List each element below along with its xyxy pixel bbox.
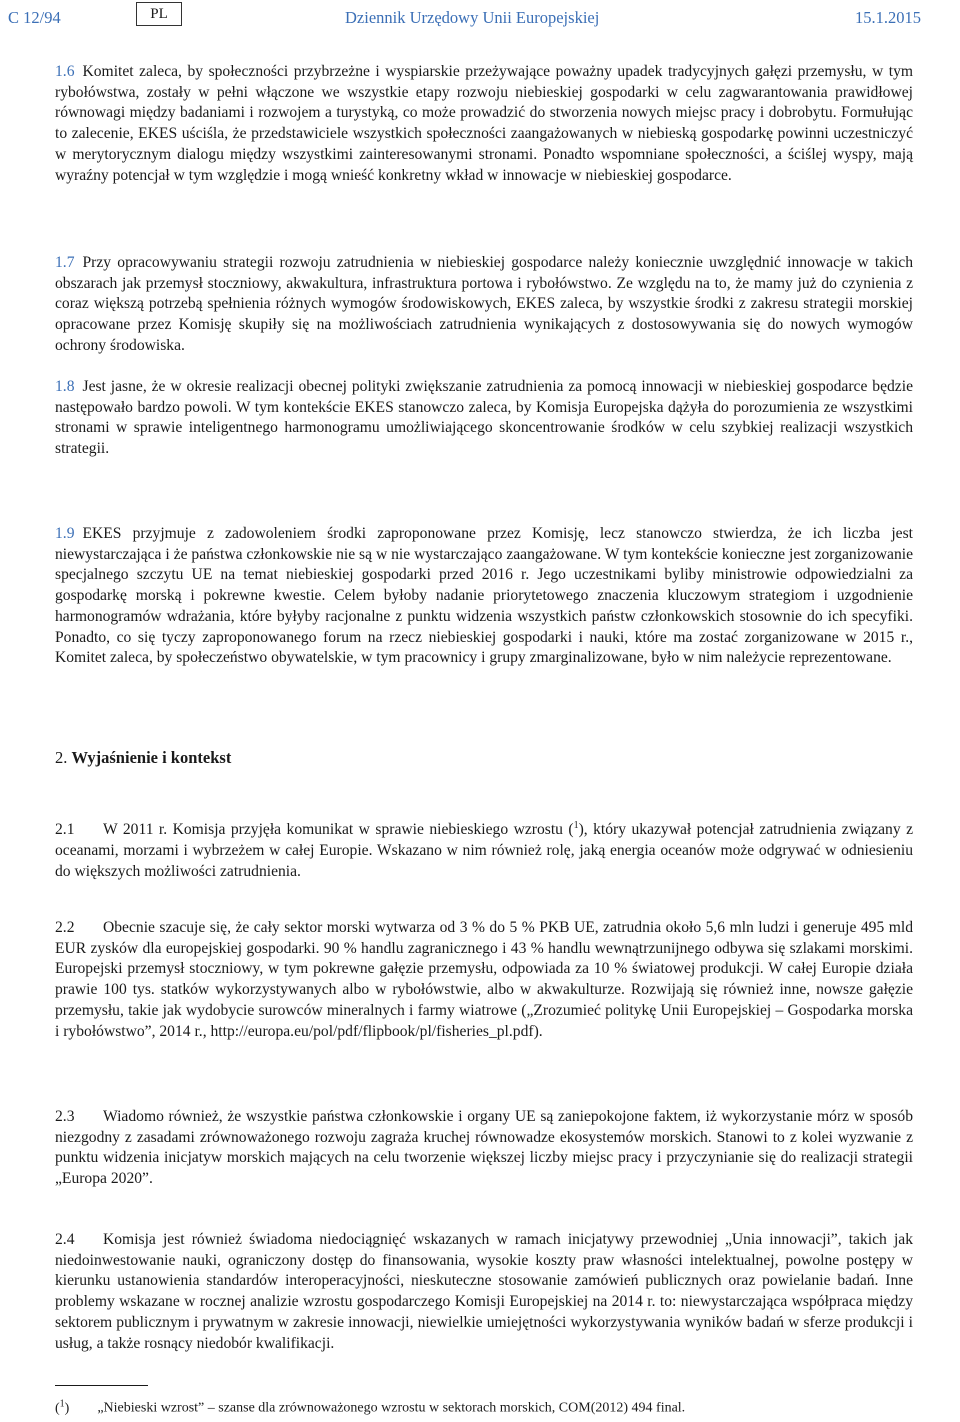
page-header [0, 0, 960, 40]
paragraph-2-3 [55, 1107, 913, 1190]
footnote-reference[interactable]: 1 [573, 820, 579, 831]
paragraph-number: 2.1 [55, 821, 75, 839]
paragraph-2-4 [55, 1230, 913, 1354]
paragraph-text: Wiadomo również, że wszystkie państwa członkowskie i organy UE są zaniepokojone faktem, iż wykorzystanie mórz w sposób niezgodny z zasadami zrównoważonego rozwoju zagraża kruchej równowadze ekosystemów morskich. Stanowi to z kolei wyzwanie z punktu widzenia inicjatyw morskich mających na celu tworzenie większej liczby miejsc pracy i przyczynianie się do realizacji strategii „Europa 2020”. [55, 1108, 913, 1188]
paragraph-number: 1.8 [55, 378, 75, 395]
footnote-mark: ($^1$) [55, 1398, 70, 1416]
language-badge: PL [136, 2, 182, 26]
paragraph-number: 2.3 [55, 1108, 75, 1125]
paragraph-text: EKES przyjmuje z zadowoleniem środki zaproponowane przez Komisję, lecz stanowczo stwierdza, że ich liczba jest niewystarczająca i że państwa członkowskie nie są w nie wystarczająco zaangażowane. W tym kontekście konieczne jest zorganizowanie specjalnego szczytu UE na temat niebieskiej gospodarki przed 2016 r. Jego uczestnikami byliby ministrowie odpowiedzialni za gospodarkę morską i pokrewne kwestie. Celem byłoby nadanie priorytetowego znaczenia kluczowym strategiom i uzgodnienie harmonogramów wdrażania, które byłyby racjonalne z punktu widzenia wszystkich państw członkowskich stosownie do ich specyfiki. Ponadto, co się tyczy zaproponowanego forum na rzecz niebieskiej gospodarki i nauki, które ma zostać zorganizowane w 2015 r., Komitet zaleca, by społeczeństwo obywatelskie, w tym pracownicy i grupy zmarginalizowane, było w nim należycie reprezentowane. [55, 525, 913, 667]
paragraph-number: 2.4 [55, 1231, 75, 1248]
paragraph-text: Przy opracowywaniu strategii rozwoju zatrudnienia w niebieskiej gospodarce należy koniecznie uwzględnić innowacje w takich obszarach jak przemysł stoczniowy, akwakultura, infrastruktura portowa i rybołówstwo. Ze względu na to, że mamy już do czynienia z coraz większą potrzebą spełnienia różnych wymogów środowiskowych, EKES zaleca, by wszystkie środki z zakresu strategii morskiej opracowane przez Komisję skupiły się na możliwościach zatrudnienia wynikających z dostosowywania się do nowych wymogów ochrony środowiska. [55, 254, 913, 354]
page-reference: C 12/94 [8, 8, 61, 27]
paragraph-text: Komitet zaleca, by społeczności przybrzeżne i wyspiarskie przeżywające poważny upadek tradycyjnych gałęzi przemysłu, w tym rybołówstwa, zostały w pełni włączone we wszystkie etapy rozwoju niebieskiej gospodarki w celu zagwarantowania prawidłowej równowagi między badaniami i rozwojem a turystyką, co może prowadzić do stworzenia nowych miejsc pracy i dobrobytu. Formułując to zalecenie, EKES uściśla, że przedstawiciele wszystkich społeczności zaangażowanych w niebieską gospodarkę powinni uczestniczyć w merytorycznym dialogu między wszystkimi zainteresowanymi stronami. Ponadto wspomniane społeczności, a ściślej wyspy, mają wyraźny potencjał w tym względzie i mogą wnieść konkretny wkład w innowacje w niebieskiej gospodarce. [55, 63, 913, 184]
footnote-divider [55, 1385, 148, 1386]
paragraph-2-2 [55, 918, 913, 1042]
paragraph-1-8 [55, 377, 913, 460]
paragraph-number: 2.2 [55, 919, 75, 936]
publication-date: 15.1.2015 [855, 8, 921, 27]
paragraph-text: Komisja jest również świadoma niedociągnięć wskazanych w ramach inicjatywy przewodniej „Unia innowacji”, takich jak niedoinwestowanie nauki, ograniczony dostęp do finansowania, wysokie koszty praw własności intelektualnej, powolne postępy w kierunku ustanowienia standardów interoperacyjności, nieskuteczne stosowanie zamówień publicznych oraz powielanie badań. Inne problemy wskazane w rocznej analizie wzrostu gospodarczego Komisji Europejskiej na 2014 r. to: niewystarczająca współpraca między sektorem publicznym i prywatnym w zakresie innowacji, niewielkie umiejętności wykorzystywania wyników badań w sferze produkcji i usług, a także rosnący niedobór kwalifikacji. [55, 1231, 913, 1352]
paragraph-number: 1.6 [55, 63, 75, 80]
section-heading [55, 748, 231, 768]
paragraph-1-7 [55, 253, 913, 357]
paragraph-number: 1.9 [55, 525, 75, 542]
paragraph-text-end: ), który ukazywał potencjał zatrudnienia związany z oceanami, morzami i wybrzeżem w całej Europie. Wskazano w nim również rolę, jaką energia oceanów może odgrywać w odniesieniu do większych możliwości zatrudnienia. [55, 821, 914, 880]
paragraph-text-start: W 2011 r. Komisja przyjęła komunikat w sprawie niebieskiego wzrostu ( [103, 821, 574, 839]
section-number: 2. [55, 748, 68, 767]
journal-title: Dziennik Urzędowy Unii Europejskiej [345, 8, 600, 27]
paragraph-text: Obecnie szacuje się, że cały sektor morski wytwarza od 3 % do 5 % PKB UE, zatrudnia około 5,6 mln ludzi i generuje 495 mld EUR zysków dla europejskiej gospodarki. 90 % handlu zagranicznego i 43 % handlu wewnątrzunijnego odbywa się szlakami morskimi. Europejski przemysł stoczniowy, w tym pokrewne gałęzie przemysłu, odpowiada za 10 % światowej produkcji. W całej Europie działa prawie 100 tys. statków wykorzystywanych albo w rybołówstwie, albo w akwakulturze. Rozwijają się również inne, nowsze gałęzie przemysłu, takie jak wydobycie surowców mineralnych i farmy wiatrowe („Zrozumieć politykę Unii Europejskiej – Gospodarka morska i rybołówstwo”, 2014 r., http://europa.eu/pol/pdf/flipbook/pl/fisheries_pl.pdf). [55, 919, 913, 1040]
paragraph-text: Jest jasne, że w okresie realizacji obecnej polityki zwiększanie zatrudnienia za pomocą innowacji w niebieskiej gospodarce będzie następowało bardzo powoli. W tym kontekście EKES stanowczo zaleca, by Komisja Europejska dążyła do porozumienia ze wszystkimi stronami w sprawie inteligentnego harmonogramu umożliwiającego skoncentrowanie środków w celu szybkiej realizacji wszystkich strategii. [55, 378, 913, 458]
paragraph-1-9 [55, 524, 913, 669]
section-title: Wyjaśnienie i kontekst [71, 748, 232, 767]
paragraph-1-6 [55, 62, 913, 186]
paragraph-2-1 [55, 816, 913, 882]
paragraph-number: 1.7 [55, 254, 75, 271]
footnote-text: „Niebieski wzrost” – szanse dla zrównoważonego wzrostu w sektorach morskich, COM(2012) 494 final. [97, 1400, 686, 1416]
footnote [55, 1398, 685, 1417]
